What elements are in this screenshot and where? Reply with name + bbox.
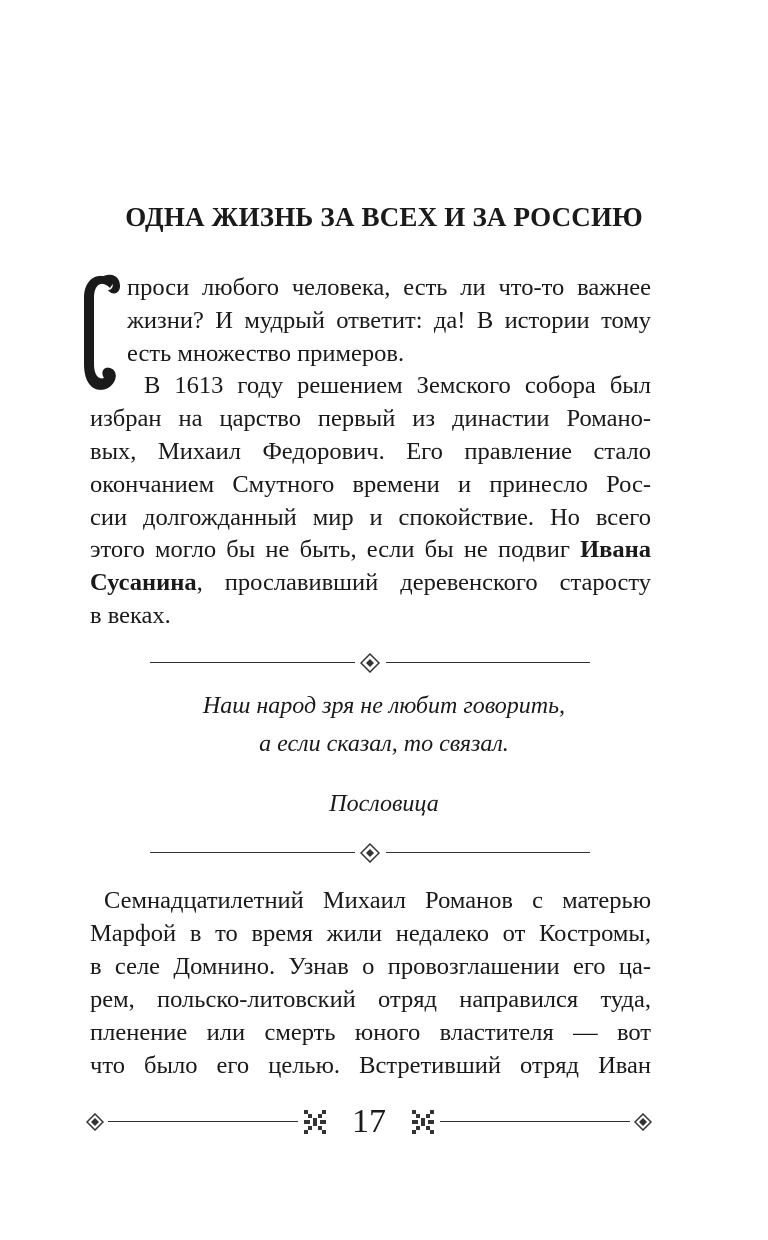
text-line: есть множество примеров. (127, 340, 405, 367)
ornament-divider (150, 843, 590, 863)
text-line: избран на царство первый из династии Романо- (90, 405, 651, 432)
page-number: 17 (352, 1103, 386, 1140)
diamond-ornament-icon (86, 1113, 104, 1131)
text-line: жизни? И мудрый ответит: да! В истории тому (127, 307, 651, 334)
text-line: вых, Михаил Федорович. Его правление стало (90, 438, 651, 465)
text-line: проси любого человека, есть ли что-то важнее (127, 274, 651, 301)
cross-stitch-ornament-icon (410, 1108, 436, 1136)
text-line: в веках. (90, 602, 171, 629)
text-line: этого могло бы не быть, если бы не подвиг Ивана (90, 536, 651, 563)
bold-name: Ивана (580, 536, 651, 563)
text-line: В 1613 году решением Земского собора был (144, 372, 651, 399)
drop-cap-letter (76, 268, 122, 396)
epigraph-source: Пословица (329, 791, 439, 817)
epigraph-line: Наш народ зря не любит говорить, (202, 693, 566, 719)
text-line: Марфой в то время жили недалеко от Костромы, (90, 920, 651, 947)
cross-stitch-ornament-icon (302, 1108, 328, 1136)
epigraph-line: а если сказал, то связал. (259, 731, 509, 757)
diamond-ornament-icon (634, 1113, 652, 1131)
text-line: окончанием Смутного времени и принесло Рос- (90, 471, 651, 498)
text-line: что было его целью. Встретивший отряд Иван (90, 1052, 651, 1079)
page-footer (0, 1100, 768, 1144)
ornament-divider (150, 653, 590, 673)
chapter-title: ОДНА ЖИЗНЬ ЗА ВСЕХ И ЗА РОССИЮ (125, 202, 643, 232)
text-line: пленение или смерть юного властителя — вот (90, 1019, 651, 1046)
text-line: в селе Домнино. Узнав о провозглашении его ца- (90, 953, 651, 980)
text-line: сии долгожданный мир и спокойствие. Но всего (90, 504, 651, 531)
bold-name: Сусанина (90, 569, 197, 596)
diamond-ornament-icon (360, 653, 380, 673)
diamond-ornament-icon (360, 843, 380, 863)
text-line: рем, польско-литовский отряд направился туда, (90, 986, 651, 1013)
text-line: Семнадцатилетний Михаил Романов с матерью (104, 887, 651, 914)
text-line: Сусанина, прославивший деревенского старосту (90, 569, 651, 596)
